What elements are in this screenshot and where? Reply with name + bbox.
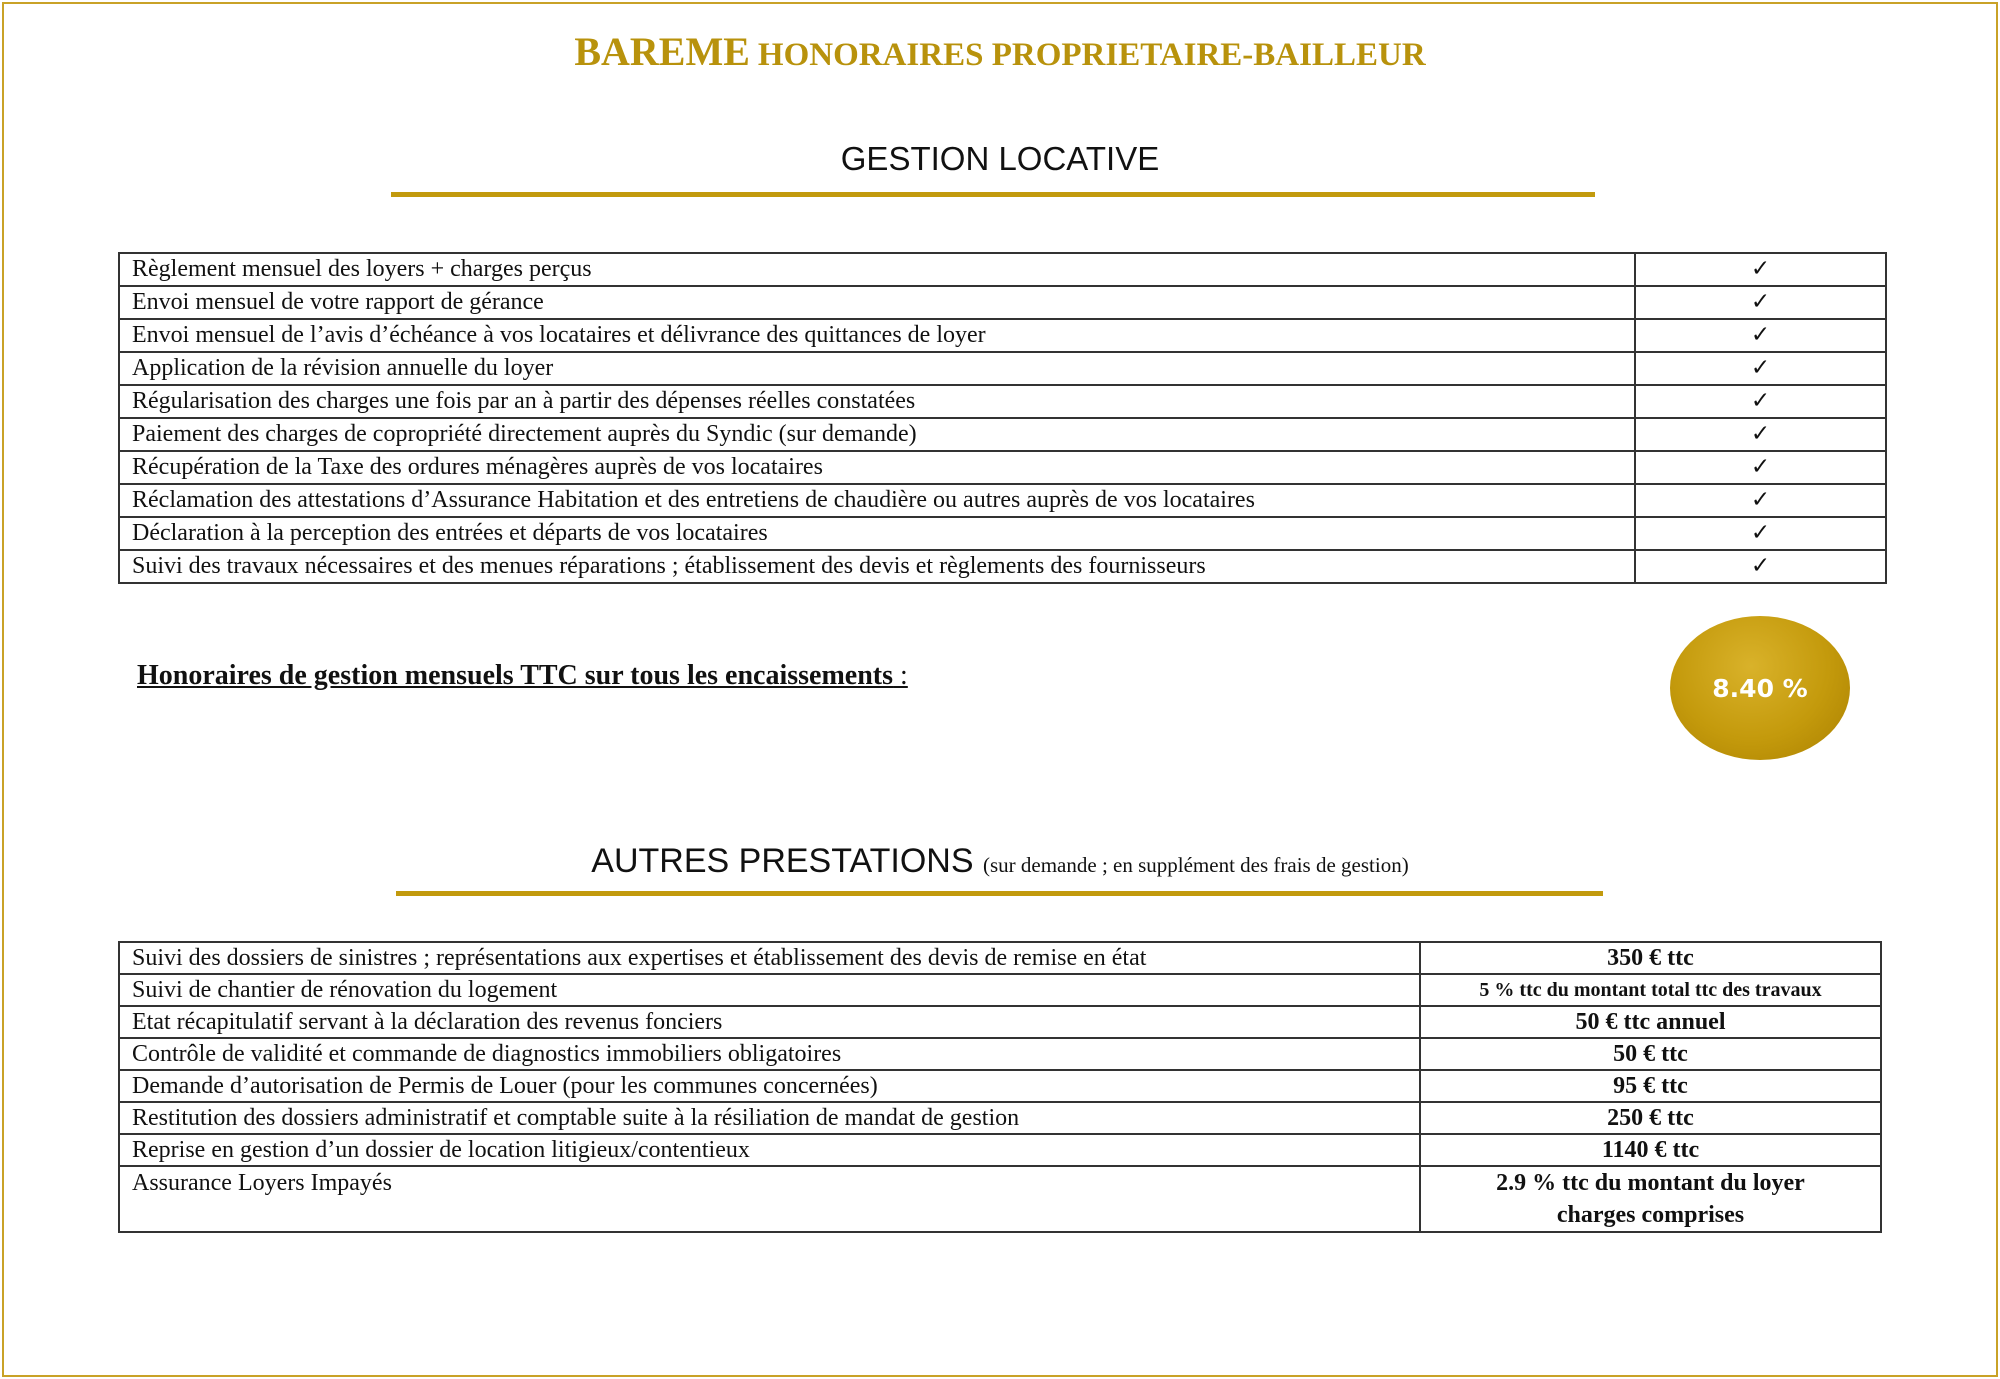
- table-row: [119, 286, 1886, 319]
- service-label: Règlement mensuel des loyers + charges perçus: [119, 253, 1635, 286]
- service-label: Déclaration à la perception des entrées et départs de vos locataires: [119, 517, 1635, 550]
- check-icon: ✓: [1635, 484, 1886, 517]
- check-icon: ✓: [1635, 418, 1886, 451]
- prestation-price: 250 € ttc: [1420, 1102, 1881, 1134]
- service-label: Envoi mensuel de l’avis d’échéance à vos locataires et délivrance des quittances de loyer: [119, 319, 1635, 352]
- price-line-2: charges comprises: [1556, 1202, 1745, 1228]
- table-row: [119, 1038, 1881, 1070]
- check-icon: ✓: [1635, 253, 1886, 286]
- prestation-price: [1420, 1166, 1881, 1232]
- table-row: [119, 1166, 1881, 1232]
- table-row: [119, 385, 1886, 418]
- table-row: [119, 352, 1886, 385]
- prestation-label: Reprise en gestion d’un dossier de location litigieux/contentieux: [119, 1134, 1420, 1166]
- autres-note: (sur demande ; en supplément des frais de gestion): [982, 853, 1409, 877]
- check-icon: ✓: [1635, 451, 1886, 484]
- service-label: Suivi des travaux nécessaires et des menues réparations ; établissement des devis et règlements des fournisseurs: [119, 550, 1635, 583]
- honoraires-text: Honoraires de gestion mensuels TTC sur tous les encaissements: [137, 660, 894, 691]
- prestation-label: Demande d’autorisation de Permis de Louer (pour les communes concernées): [119, 1070, 1420, 1102]
- prestation-price: 1140 € ttc: [1420, 1134, 1881, 1166]
- table-row: [119, 974, 1881, 1006]
- prestation-label: Restitution des dossiers administratif et comptable suite à la résiliation de mandat de gestion: [119, 1102, 1420, 1134]
- prestation-price: 50 € ttc: [1420, 1038, 1881, 1070]
- prestation-price: 350 € ttc: [1420, 942, 1881, 974]
- service-label: Paiement des charges de copropriété directement auprès du Syndic (sur demande): [119, 418, 1635, 451]
- prestation-label: Assurance Loyers Impayés: [119, 1166, 1420, 1232]
- service-label: Réclamation des attestations d’Assurance Habitation et des entretiens de chaudière ou autres auprès de vos locataires: [119, 484, 1635, 517]
- table-row: [119, 451, 1886, 484]
- autres-divider: [396, 891, 1603, 896]
- check-icon: ✓: [1635, 550, 1886, 583]
- autres-table: [118, 941, 1882, 1233]
- prestation-label: Suivi de chantier de rénovation du logement: [119, 974, 1420, 1006]
- rate-badge: 8.40 %: [1670, 616, 1850, 760]
- service-label: Envoi mensuel de votre rapport de gérance: [119, 286, 1635, 319]
- check-icon: ✓: [1635, 517, 1886, 550]
- table-row: [119, 319, 1886, 352]
- table-row: [119, 418, 1886, 451]
- autres-heading: [0, 842, 2000, 881]
- check-icon: ✓: [1635, 352, 1886, 385]
- table-row: [119, 484, 1886, 517]
- prestation-price: 5 % ttc du montant total ttc des travaux: [1420, 974, 1881, 1006]
- service-label: Régularisation des charges une fois par an à partir des dépenses réelles constatées: [119, 385, 1635, 418]
- page-title: [0, 28, 2000, 75]
- table-row: [119, 550, 1886, 583]
- title-subtitle: HONORAIRES PROPRIETAIRE-BAILLEUR: [757, 37, 1426, 73]
- title-bareme: BAREME: [574, 29, 750, 74]
- honoraires-colon: :: [893, 660, 908, 691]
- gestion-divider: [391, 192, 1595, 197]
- table-row: [119, 253, 1886, 286]
- prestation-price: 95 € ttc: [1420, 1070, 1881, 1102]
- price-line-1: 2.9 % ttc du montant du loyer: [1496, 1170, 1805, 1196]
- autres-heading-text: AUTRES PRESTATIONS: [591, 842, 974, 880]
- table-row: [119, 1134, 1881, 1166]
- table-row: [119, 1102, 1881, 1134]
- check-icon: ✓: [1635, 319, 1886, 352]
- honoraires-label: [137, 660, 908, 692]
- prestation-label: Suivi des dossiers de sinistres ; représentations aux expertises et établissement des devis de remise en état: [119, 942, 1420, 974]
- check-icon: ✓: [1635, 385, 1886, 418]
- table-row: [119, 1070, 1881, 1102]
- prestation-price: 50 € ttc annuel: [1420, 1006, 1881, 1038]
- gestion-heading: GESTION LOCATIVE: [840, 140, 1160, 177]
- service-label: Récupération de la Taxe des ordures ménagères auprès de vos locataires: [119, 451, 1635, 484]
- prestation-label: Etat récapitulatif servant à la déclaration des revenus fonciers: [119, 1006, 1420, 1038]
- gestion-table: [118, 252, 1887, 584]
- prestation-label: Contrôle de validité et commande de diagnostics immobiliers obligatoires: [119, 1038, 1420, 1070]
- table-row: [119, 1006, 1881, 1038]
- check-icon: ✓: [1635, 286, 1886, 319]
- service-label: Application de la révision annuelle du loyer: [119, 352, 1635, 385]
- table-row: [119, 517, 1886, 550]
- table-row: [119, 942, 1881, 974]
